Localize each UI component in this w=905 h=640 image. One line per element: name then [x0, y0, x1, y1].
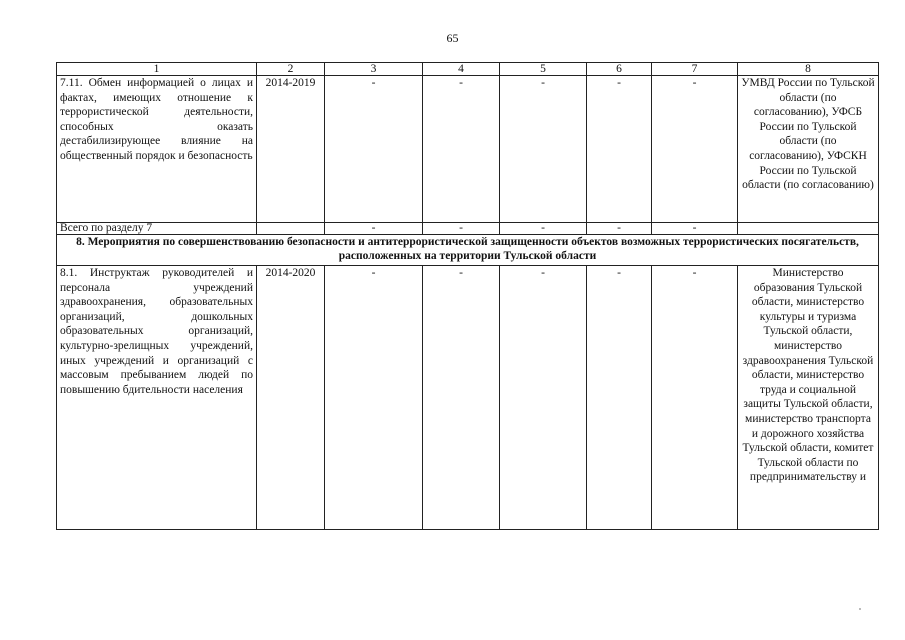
- funding-cell: -: [500, 223, 587, 235]
- funding-cell: -: [587, 76, 652, 223]
- table-row: [57, 266, 879, 530]
- column-number: 4: [423, 63, 500, 76]
- funding-cell: -: [652, 76, 738, 223]
- column-number: 5: [500, 63, 587, 76]
- funding-cell: -: [423, 76, 500, 223]
- column-number: 6: [587, 63, 652, 76]
- funding-cell: -: [587, 223, 652, 235]
- funding-cell: -: [500, 76, 587, 223]
- section-heading: 8. Мероприятия по совершенствованию безопасности и антитеррористической защищенности объектов возможных террористических посягательств, расположенных на территории Тульской области: [57, 235, 879, 266]
- column-number: 7: [652, 63, 738, 76]
- implementation-period: 2014-2020: [257, 266, 325, 530]
- funding-cell: -: [652, 266, 738, 530]
- funding-cell: -: [652, 223, 738, 235]
- column-number: 1: [57, 63, 257, 76]
- activity-name: 8.1. Инструктаж руководителей и персонала учреждений здравоохранения, образовательных организаций, дошкольных образовательных организаций, культурно-зрелищных учреждений, иных учреждений и организаций с массовым пребыванием людей по повышению бдительности населения: [57, 266, 257, 530]
- scan-speck: [859, 608, 861, 610]
- funding-cell: -: [325, 266, 423, 530]
- section-heading-row: [57, 235, 879, 266]
- responsible-executors: Министерство образования Тульской области, министерство культуры и туризма Тульской области, министерство здравоохранения Тульской области, министерство труда и социальной защиты Тульской области, министерство транспорта и дорожного хозяйства Тульской области, комитет Тульской области по предпринимательству и: [738, 266, 879, 530]
- implementation-period: 2014-2019: [257, 76, 325, 223]
- column-number-row: [57, 63, 879, 76]
- program-table: [56, 62, 879, 530]
- funding-cell: -: [500, 266, 587, 530]
- column-number: 3: [325, 63, 423, 76]
- funding-cell: -: [423, 223, 500, 235]
- funding-cell: -: [325, 76, 423, 223]
- activity-name: 7.11. Обмен информацией о лицах и фактах, имеющих отношение к террористической деятельности, способных оказать дестабилизирующее влияние на общественный порядок и безопасность: [57, 76, 257, 223]
- page-number: 65: [446, 31, 459, 45]
- funding-cell: -: [423, 266, 500, 530]
- table-row: [57, 76, 879, 223]
- column-number: 8: [738, 63, 879, 76]
- section-total-row: [57, 223, 879, 235]
- column-number: 2: [257, 63, 325, 76]
- total-label: Всего по разделу 7: [57, 223, 257, 235]
- funding-cell: -: [325, 223, 423, 235]
- empty-cell: [738, 223, 879, 235]
- empty-cell: [257, 223, 325, 235]
- funding-cell: -: [587, 266, 652, 530]
- responsible-executors: УМВД России по Тульской области (по согласованию), УФСБ России по Тульской области (по согласованию), УФСКН России по Тульской области (по согласованию): [738, 76, 879, 223]
